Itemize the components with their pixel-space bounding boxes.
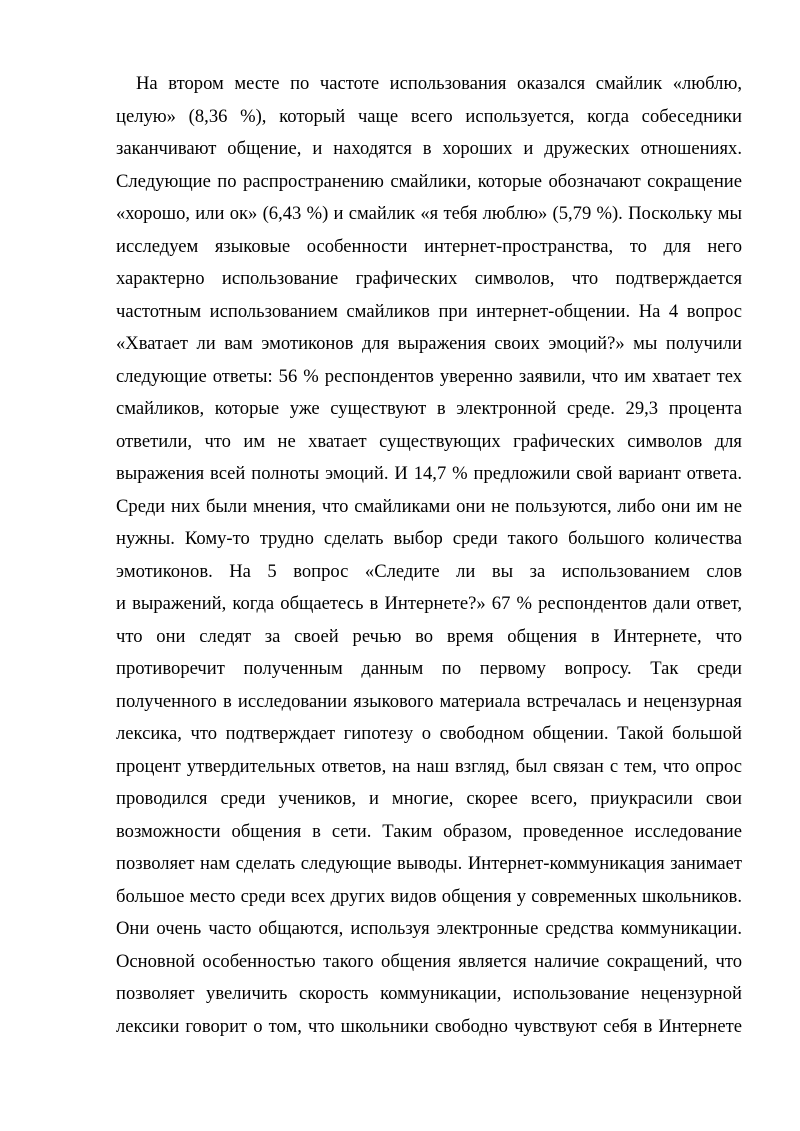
text-line: смайликов, которые уже существуют в электронной среде. 29,3 процента — [116, 398, 742, 419]
text-line: лексика, что подтверждает гипотезу о свободном общении. Такой большой — [116, 723, 742, 744]
text-line: противоречит полученным данным по первому вопросу. Так среди — [116, 658, 742, 679]
text-line: «Хватает ли вам эмотиконов для выражения своих эмоций?» мы получили — [116, 333, 742, 354]
text-line: процент утвердительных ответов, на наш взгляд, был связан с тем, что опрос — [116, 755, 742, 777]
text-line: позволяет нам сделать следующие выводы. Интернет-коммуникация занимает — [116, 853, 742, 874]
text-line: что они следят за своей речью во время общения в Интернете, что — [116, 625, 742, 647]
text-line: полученного в исследовании языкового материала встречалась и нецензурная — [116, 690, 742, 712]
text-line: проводился среди учеников, и многие, скорее всего, приукрасили свои — [116, 788, 742, 809]
text-line: «хорошо, или ок» (6,43 %) и смайлик «я тебя люблю» (5,79 %). Поскольку мы — [116, 203, 742, 224]
text-line: позволяет увеличить скорость коммуникации, использование нецензурной — [116, 983, 742, 1004]
text-line: эмотиконов. На 5 вопрос «Следите ли вы за использованием слов — [116, 560, 742, 582]
text-line: и выражений, когда общаетесь в Интернете?» 67 % респондентов дали ответ, — [116, 593, 742, 614]
text-line: большое место среди всех других видов общения у современных школьников. — [116, 885, 742, 907]
body-paragraph — [116, 68, 742, 1043]
text-line: Среди них были мнения, что смайликами они не пользуются, либо они им не — [116, 495, 742, 517]
text-line: Они очень часто общаются, используя электронные средства коммуникации. — [116, 918, 742, 939]
text-line: возможности общения в сети. Таким образом, проведенное исследование — [116, 820, 742, 842]
text-line: Следующие по распространению смайлики, которые обозначают сокращение — [116, 170, 742, 192]
text-line: ответили, что им не хватает существующих графических символов для — [116, 430, 742, 452]
text-line: следующие ответы: 56 % респондентов уверенно заявили, что им хватает тех — [116, 365, 742, 387]
text-line: частотным использованием смайликов при интернет-общении. На 4 вопрос — [116, 300, 742, 322]
text-line: лексики говорит о том, что школьники свободно чувствуют себя в Интернете — [116, 1015, 742, 1037]
text-line: заканчивают общение, и находятся в хороших и дружеских отношениях. — [116, 138, 742, 159]
text-line: характерно использование графических символов, что подтверждается — [116, 268, 742, 289]
text-line: исследуем языковые особенности интернет-пространства, то для него — [116, 235, 742, 257]
text-line: выражения всей полноты эмоций. И 14,7 % предложили свой вариант ответа. — [116, 463, 742, 484]
text-line: На втором месте по частоте использования оказался смайлик «люблю, — [136, 73, 742, 94]
text-line: целую» (8,36 %), который чаще всего используется, когда собеседники — [116, 105, 742, 127]
text-line: Основной особенностью такого общения является наличие сокращений, что — [116, 950, 742, 972]
text-line: нужны. Кому-то трудно сделать выбор среди такого большого количества — [116, 528, 742, 549]
